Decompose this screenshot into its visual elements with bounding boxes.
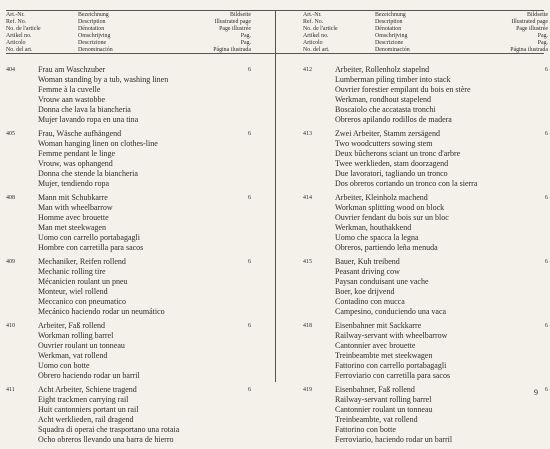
illustrated-page-number: 6	[545, 259, 548, 265]
article-number: 413	[303, 131, 312, 137]
description-line: Uomo con carrello portabagagli	[38, 233, 140, 242]
description-line: Femme à la cuvelle	[38, 85, 101, 94]
article-number: 414	[303, 195, 312, 201]
description-line: Ouvrier roulant un tonneau	[38, 341, 125, 350]
description-line: Cantonnier roulant un tonneau	[335, 405, 433, 414]
description-line: Fattorino con carrello portabagagli	[335, 361, 447, 370]
description-line: Paysan conduisant une vache	[335, 277, 429, 286]
entry-descriptions	[335, 65, 540, 125]
description-line: Femme pendant le linge	[38, 149, 116, 158]
header-article-number: Art.-Nr. Ref. No. No. de l'article Artikel no. Articolo No. del art.	[6, 12, 41, 53]
description-line: Woman hanging linen on clothes-line	[38, 139, 158, 148]
description-line: Deux bûcherons sciant un tronc d'arbre	[335, 149, 461, 158]
description-line: Mechaniker, Reifen rollend	[38, 257, 126, 266]
description-line: Due lavoratori, tagliando un tronco	[335, 169, 448, 178]
article-number: 405	[6, 131, 15, 137]
description-line: Obrero haciendo rodar un barril	[38, 371, 140, 380]
description-line: Campesino, conduciendo una vaca	[335, 307, 447, 316]
illustrated-page-number: 6	[545, 323, 548, 329]
description-line: Homme avec brouette	[38, 213, 109, 222]
description-line: Frau, Wäsche aufhängend	[38, 129, 122, 138]
illustrated-page-number: 6	[545, 387, 548, 393]
illustrated-page-number: 6	[248, 131, 251, 137]
description-line: Man with wheelbarrow	[38, 203, 113, 212]
catalog-entry	[303, 321, 550, 381]
description-line: Ocho obreros llevando una barra de hierro	[38, 435, 174, 444]
header-description: Bezeichnung Description Dénotation Omschrijving Descrizione Denominación	[78, 12, 113, 53]
catalog-entry	[6, 257, 253, 317]
description-line: Peasant driving cow	[335, 267, 400, 276]
illustrated-page-number: 6	[248, 67, 251, 73]
article-number: 419	[303, 387, 312, 393]
description-line: Vrouw aan wastobbe	[38, 95, 106, 104]
description-line: Donna che lava la biancheria	[38, 105, 131, 114]
article-number: 412	[303, 67, 312, 73]
catalog-entry	[303, 129, 550, 189]
catalog-entry	[303, 65, 550, 125]
description-line: Monteur, wiel rollend	[38, 287, 108, 296]
description-line: Mann mit Schubkarre	[38, 193, 108, 202]
description-line: Arbeiter, Kleinholz machend	[335, 193, 428, 202]
entry-descriptions	[335, 385, 540, 445]
description-line: Mujer lavando ropa en una tina	[38, 115, 139, 124]
description-line: Twee werklieden, stam doorzagend	[335, 159, 449, 168]
description-line: Fattorino con botte	[335, 425, 396, 434]
description-line: Lumberman piling timber into stack	[335, 75, 451, 84]
description-line: Donna che stende la biancheria	[38, 169, 138, 178]
article-number: 408	[6, 195, 15, 201]
description-line: Eisenbahner mit Sackkarre	[335, 321, 422, 330]
description-line: Treinbeambte, vat rollend	[335, 415, 418, 424]
catalog-entry	[6, 65, 253, 125]
illustrated-page-number: 6	[248, 387, 251, 393]
catalog-entry	[6, 321, 253, 381]
left-column-header	[6, 10, 253, 52]
illustrated-page-number: 6	[545, 195, 548, 201]
description-line: Eight trackmen carrying rail	[38, 395, 129, 404]
description-line: Werkman, houthakkend	[335, 223, 412, 232]
description-line: Workman rolling barrel	[38, 331, 114, 340]
entry-descriptions	[38, 129, 243, 189]
right-column	[303, 10, 550, 444]
right-entries	[303, 65, 550, 449]
description-line: Railway-servant with wheelbarrow	[335, 331, 448, 340]
catalog-entry	[303, 385, 550, 445]
catalog-entry	[6, 193, 253, 253]
description-line: Mujer, tendiendo ropa	[38, 179, 109, 188]
entry-descriptions	[335, 321, 540, 381]
description-line: Acht Arbeiter, Schiene tragend	[38, 385, 137, 394]
entry-descriptions	[38, 65, 243, 125]
header-illustrated-page: Bildseite Illustrated page Page illustrée Pag. Pag. Página ilustrada	[213, 12, 251, 53]
entry-descriptions	[38, 321, 243, 381]
header-description: Bezeichnung Description Dénotation Omschrijving Descrizione Denominación	[375, 12, 410, 53]
entry-descriptions	[38, 257, 243, 317]
description-line: Two woodcutters sowing stem	[335, 139, 433, 148]
description-line: Acht werklieden, rail dragend	[38, 415, 134, 424]
description-line: Meccanico con pneumatico	[38, 297, 126, 306]
description-line: Ferroviario, haciendo rodar un barril	[335, 435, 453, 444]
description-line: Boscaiolo che accatasta tronchi	[335, 105, 436, 114]
description-line: Huit cantonniers portant un rail	[38, 405, 139, 414]
description-line: Werkman, vat rollend	[38, 351, 108, 360]
catalog-entry	[6, 385, 253, 445]
description-line: Ouvrier fendant du bois sur un bloc	[335, 213, 449, 222]
article-number: 410	[6, 323, 15, 329]
article-number: 404	[6, 67, 15, 73]
header-illustrated-page: Bildseite Illustrated page Page illustrée Pag. Pag. Página ilustrada	[510, 12, 548, 53]
right-column-header	[303, 10, 550, 52]
illustrated-page-number: 6	[248, 259, 251, 265]
description-line: Arbeiter, Faß rollend	[38, 321, 105, 330]
description-line: Ferroviario con carretilla para sacos	[335, 371, 451, 380]
description-line: Cantonnier avec brouette	[335, 341, 416, 350]
illustrated-page-number: 6	[545, 67, 548, 73]
entry-descriptions	[38, 193, 243, 253]
description-line: Vrouw, was ophangend	[38, 159, 113, 168]
left-column	[6, 10, 253, 444]
description-line: Woman standing by a tub, washing linen	[38, 75, 169, 84]
description-line: Dos obreros cortando un tronco con la sierra	[335, 179, 478, 188]
illustrated-page-number: 6	[248, 195, 251, 201]
description-line: Mechanic rolling tire	[38, 267, 106, 276]
description-line: Squadra di operai che trasportano una rotaia	[38, 425, 180, 434]
description-line: Eisenbahner, Faß rollend	[335, 385, 415, 394]
entry-descriptions	[335, 193, 540, 253]
column-divider	[275, 10, 276, 382]
description-line: Werkman, rondhout stapelend	[335, 95, 431, 104]
catalog-entry	[6, 129, 253, 189]
description-line: Zwei Arbeiter, Stamm zersägend	[335, 129, 440, 138]
description-line: Mécanicien roulant un pneu	[38, 277, 128, 286]
description-line: Railway-servant rolling barrel	[335, 395, 432, 404]
description-line: Uomo che spacca la legna	[335, 233, 419, 242]
description-line: Boer, koe drijvend	[335, 287, 395, 296]
description-line: Workman splitting wood on block	[335, 203, 445, 212]
description-line: Bauer, Kuh treibend	[335, 257, 400, 266]
entry-descriptions	[335, 129, 540, 189]
article-number: 411	[6, 387, 15, 393]
catalog-entry	[303, 193, 550, 253]
page-number: 9	[534, 388, 538, 397]
description-line: Ouvrier forestier empilant du bois en stère	[335, 85, 471, 94]
description-line: Hombre con carretilla para sacos	[38, 243, 144, 252]
description-line: Arbeiter, Rollenholz stapelnd	[335, 65, 430, 74]
article-number: 409	[6, 259, 15, 265]
article-number: 418	[303, 323, 312, 329]
description-line: Contadino con mucca	[335, 297, 405, 306]
illustrated-page-number: 6	[545, 131, 548, 137]
description-line: Uomo con botte	[38, 361, 90, 370]
illustrated-page-number: 6	[248, 323, 251, 329]
description-line: Obreros apilando rodillos de madera	[335, 115, 452, 124]
description-line: Man met steekwagen	[38, 223, 106, 232]
catalog-entry	[303, 257, 550, 317]
description-line: Mecánico haciendo rodar un neumático	[38, 307, 165, 316]
header-article-number: Art.-Nr. Ref. No. No. de l'article Artikel no. Articolo No. del art.	[303, 12, 338, 53]
description-line: Frau am Waschzuber	[38, 65, 106, 74]
article-number: 415	[303, 259, 312, 265]
left-entries	[6, 65, 253, 449]
entry-descriptions	[38, 385, 243, 445]
entry-descriptions	[335, 257, 540, 317]
description-line: Obreros, partiendo leña menuda	[335, 243, 438, 252]
description-line: Treinbeambte met steekwagen	[335, 351, 433, 360]
